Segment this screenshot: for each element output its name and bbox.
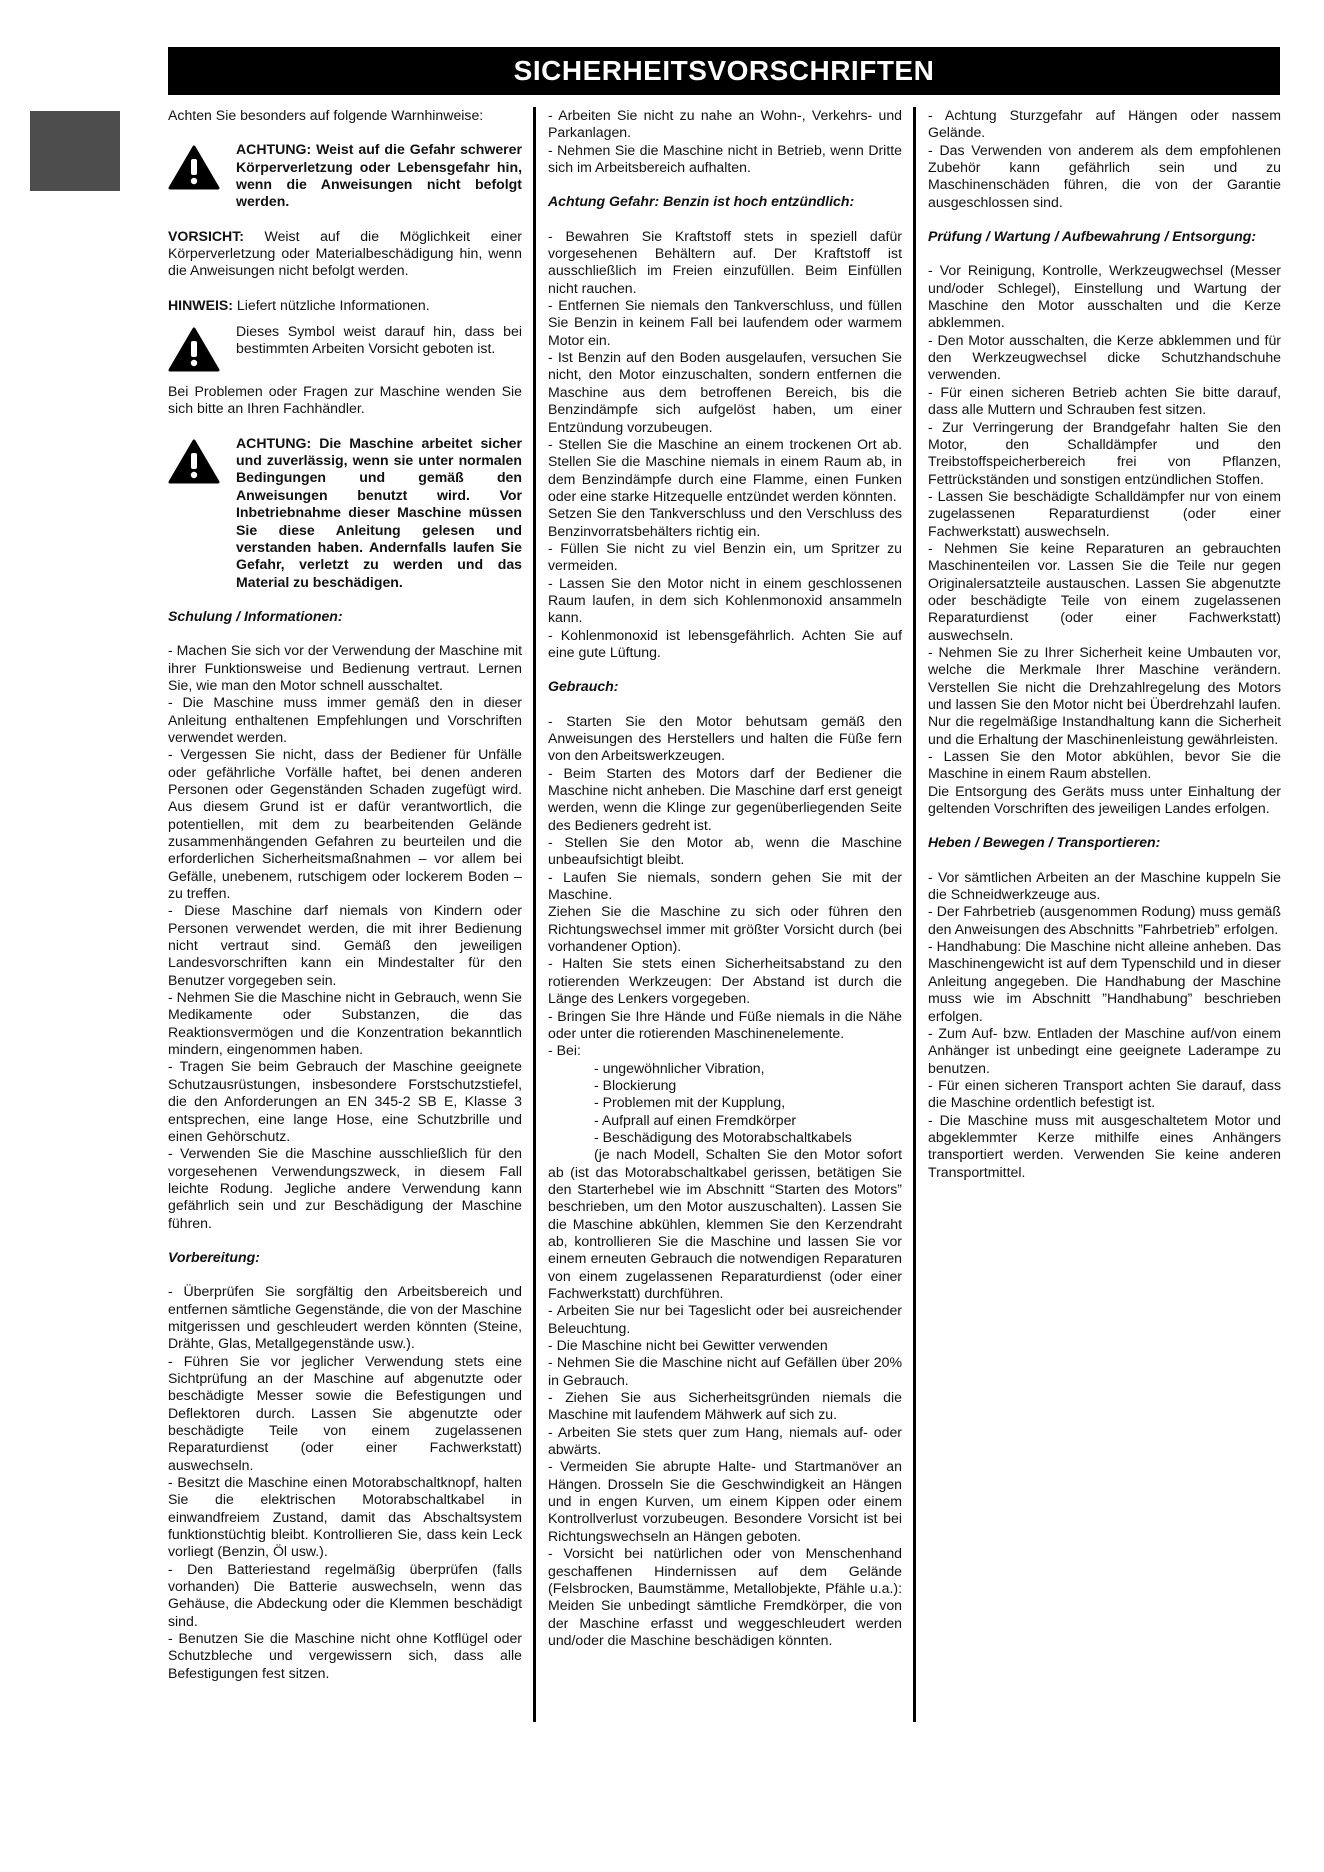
vorsicht-paragraph bbox=[168, 228, 522, 280]
warning-triangle-icon bbox=[168, 439, 220, 485]
list-item: - Der Fahrbetrieb (ausgenommen Rodung) muss gemäß den Anweisungen des Abschnitts ”Fahrbetrieb” erfolgen. bbox=[928, 903, 1281, 937]
list-item: - Ist Benzin auf den Boden ausgelaufen, versuchen Sie nicht, den Motor einzuschalten, sondern entfernen die Maschine aus dem betroffenen Bereich, bis die Benzindämpfe sich aufgelöst haben, um einer Entzündung vorzubeugen. bbox=[548, 349, 902, 435]
list-item: - Beim Starten des Motors darf der Bediener die Maschine nicht anheben. Die Maschine darf erst geneigt werden, wenn die Klinge zur gegenüberliegenden Seite des Bedieners gedreht ist. bbox=[548, 764, 902, 833]
list-item: - Lassen Sie den Motor abkühlen, bevor Sie die Maschine in einem Raum abstellen. bbox=[928, 748, 1281, 782]
list-item: - Arbeiten Sie nicht zu nahe an Wohn-, Verkehrs- und Parkanlagen. bbox=[548, 107, 902, 141]
list-item: - Nehmen Sie die Maschine nicht auf Gefällen über 20% in Gebrauch. bbox=[548, 1354, 902, 1388]
section-heading-heben: Heben / Bewegen / Transportieren: bbox=[928, 834, 1161, 851]
language-tab-marker bbox=[30, 111, 120, 191]
section-heading-benzin: Achtung Gefahr: Benzin ist hoch entzündlich: bbox=[548, 193, 855, 210]
warning-text-achtung: ACHTUNG: Weist auf die Gefahr schwerer Körperverletzung oder Lebensgefahr hin, wenn die Anweisungen nicht befolgt werden. bbox=[236, 141, 522, 210]
list-item: - Achtung Sturzgefahr auf Hängen oder nassem Gelände. bbox=[928, 107, 1281, 141]
column-3 bbox=[928, 107, 1281, 1181]
list-item: - Machen Sie sich vor der Verwendung der Maschine mit ihrer Funktionsweise und Bedienung vertraut. Lernen Sie, wie man den Motor schnell ausschaltet. bbox=[168, 642, 522, 693]
list-item: - Für einen sicheren Transport achten Sie darauf, dass die Maschine ordentlich befestigt ist. bbox=[928, 1076, 1281, 1111]
list-item: - Diese Maschine darf niemals von Kindern oder Personen verwendet werden, die mit ihrer Bedienung nicht vertraut sind. Gemäß den jeweiligen Landesvorschriften kann ein Mindestalter für den Benutzer vorgegeben sein. bbox=[168, 902, 522, 988]
vorsicht-text: Weist auf die Möglichkeit einer Körperverletzung oder Materialbeschädigung hin, wenn die Anweisungen nicht befolgt werden. bbox=[168, 227, 522, 279]
list-item: - Den Motor ausschalten, die Kerze abklemmen und für den Werkzeugwechsel dicke Schutzhandschuhe verwenden. bbox=[928, 331, 1281, 383]
list-item: - Zum Auf- bzw. Entladen der Maschine auf/von einem Anhänger ist unbedingt eine geeignete Laderampe zu benutzen. bbox=[928, 1024, 1281, 1076]
list-item: - Benutzen Sie die Maschine nicht ohne Kotflügel oder Schutzbleche und vergewissern sich, dass alle Befestigungen fest sitzen. bbox=[168, 1630, 522, 1681]
warning-triangle-icon bbox=[168, 327, 220, 373]
page-title: SICHERHEITSVORSCHRIFTEN bbox=[513, 55, 935, 86]
list-item: - Vorsicht bei natürlichen oder von Menschenhand geschaffenen Hindernissen auf dem Gelände (Felsbrocken, Baumstämme, Metallobjekte, Pfähle u.a.): Meiden Sie unbedingt sämtliche Fremdkörper, die von der Maschine erfasst und weggeschleudert werden und/oder die Maschine beschädigen könnten. bbox=[548, 1545, 902, 1648]
list-item: - Entfernen Sie niemals den Tankverschluss, und füllen Sie Benzin in keinem Fall bei laufendem oder warmem Motor ein. bbox=[548, 297, 902, 348]
list-item: - Den Batteriestand regelmäßig überprüfen (falls vorhanden) Die Batterie auswechseln, wenn das Gehäuse, die Abdeckung oder die Klemmen beschädigt sind. bbox=[168, 1560, 522, 1629]
section-heading-pruefung: Prüfung / Wartung / Aufbewahrung / Entsorgung: bbox=[928, 228, 1257, 245]
list-item: (je nach Modell, Schalten Sie den Motor sofort ab (ist das Motorabschaltkabel gerissen, betätigen Sie den Starterhebel wie im Abschnitt “Starten des Motors” beschrieben, um den Motor auszuschalten). Lassen Sie die Maschine abkühlen, klemmen Sie den Kerzendraht ab, kontrollieren Sie die Maschine und lassen Sie vor einem erneuten Gebrauch die notwendigen Reparaturen von einem zugelassenen Reparaturdienst (oder einer Fachwerkstatt) durchführen. bbox=[548, 1146, 902, 1301]
list-item: - Vor Reinigung, Kontrolle, Werkzeugwechsel (Messer und/oder Schlegel), Einstellung und Wartung der Maschine den Motor ausschalten und die Kerze abklemmen. bbox=[928, 262, 1281, 331]
column-divider bbox=[533, 107, 536, 1722]
list-item: - Nehmen Sie die Maschine nicht in Gebrauch, wenn Sie Medikamente oder Substanzen, die das Reaktionsvermögen und die Konzentration bekanntlich mindern, eingenommen haben. bbox=[168, 989, 522, 1058]
column-divider bbox=[913, 107, 916, 1722]
list-item: - Arbeiten Sie stets quer zum Hang, niemals auf- oder abwärts. bbox=[548, 1423, 902, 1458]
list-item: - Bewahren Sie Kraftstoff stets in speziell dafür vorgesehenen Behältern auf. Der Kraftstoff ist ausschließlich im Freien einzufüllen. Beim Einfüllen nicht rauchen. bbox=[548, 227, 902, 296]
hinweis-label: HINWEIS: bbox=[168, 296, 233, 313]
section-heading-schulung: Schulung / Informationen: bbox=[168, 607, 343, 624]
list-item: - Stellen Sie die Maschine an einem trockenen Ort ab. Stellen Sie die Maschine niemals in einem Raum ab, in dem Benzindämpfe durch eine Flamme, einen Funken oder eine starke Hitzequelle entzündet werden könnten. bbox=[548, 435, 902, 504]
list-item: - Füllen Sie nicht zu viel Benzin ein, um Spritzer zu vermeiden. bbox=[548, 539, 902, 574]
list-item: - Handhabung: Die Maschine nicht alleine anheben. Das Maschinengewicht ist auf dem Typenschild und in dieser Anleitung angegeben. Die Handhabung der Maschine muss wie im Abschnitt ”Handhabung” beschrieben erfolgen. bbox=[928, 938, 1281, 1024]
list-item: - Nehmen Sie keine Reparaturen an gebrauchten Maschinenteilen vor. Lassen Sie die Teile nur gegen Originalersatzteile austauschen. Lassen Sie abgenutzte oder beschädigte Teile von einem zugelassenen Reparaturdienst (oder einer Fachwerkstatt) auswechseln. bbox=[928, 539, 1281, 643]
list-item: - Nehmen Sie die Maschine nicht in Betrieb, wenn Dritte sich im Arbeitsbereich aufhalten. bbox=[548, 141, 902, 176]
list-item: - Die Maschine muss mit ausgeschaltetem Motor und abgeklemmter Kerze mithilfe eines Anhängers transportiert werden. Verwenden Sie keine anderen Transportmittel. bbox=[928, 1111, 1281, 1180]
warning-block-operation bbox=[168, 435, 522, 591]
sub-list-item: - ungewöhnlicher Vibration, bbox=[594, 1059, 765, 1076]
vorsicht-label: VORSICHT: bbox=[168, 227, 244, 244]
list-item: - Die Maschine nicht bei Gewitter verwenden bbox=[548, 1337, 828, 1354]
list-item: - Zur Verringerung der Brandgefahr halten Sie den Motor, den Schalldämpfer und den Treibstoffspeicherbereich frei von Pflanzen, Fettrückständen und sonstigen entzündlichen Stoffen. bbox=[928, 418, 1281, 487]
list-item: - Vor sämtlichen Arbeiten an der Maschine kuppeln Sie die Schneidwerkzeuge aus. bbox=[928, 868, 1281, 903]
list-item: - Bei: bbox=[548, 1042, 581, 1059]
sub-list-item: - Beschädigung des Motorabschaltkabels bbox=[594, 1128, 852, 1145]
warning-text-symbol: Dieses Symbol weist darauf hin, dass bei bestimmten Arbeiten Vorsicht geboten ist. bbox=[236, 323, 522, 357]
column-1 bbox=[168, 107, 522, 1682]
list-item: - Vermeiden Sie abrupte Halte- und Startmanöver an Hängen. Drosseln Sie die Geschwindigkeit an Hängen und in engen Kurven, um einem Kippen oder einem Kontrollverlust vorzubeugen. Besondere Vorsicht ist bei Richtungswechseln an Hängen geboten. bbox=[548, 1458, 902, 1544]
list-item: - Führen Sie vor jeglicher Verwendung stets eine Sichtprüfung an der Maschine auf abgenutzte oder beschädigte Messer sowie die Befestigungen und Deflektoren durch. Lassen Sie abgenutzte oder beschädigte Teile von einem zugelassenen Reparaturdienst (oder einer Fachwerkstatt) auswechseln. bbox=[168, 1352, 522, 1473]
warning-block-danger bbox=[168, 141, 522, 210]
list-item: - Halten Sie stets einen Sicherheitsabstand zu den rotierenden Werkzeugen: Der Abstand ist durch die Länge des Lenkers vorgegeben. bbox=[548, 955, 902, 1007]
list-item: - Stellen Sie den Motor ab, wenn die Maschine unbeaufsichtigt bleibt. bbox=[548, 834, 902, 868]
sub-list-item: - Blockierung bbox=[594, 1076, 677, 1093]
list-item: - Die Maschine muss immer gemäß den in dieser Anleitung enthaltenen Empfehlungen und Vorschriften verwendet werden. bbox=[168, 694, 522, 745]
list-item: - Verwenden Sie die Maschine ausschließlich für den vorgesehenen Verwendungszweck, in diesem Fall leichte Rodung. Jegliche andere Verwendung kann gefährlich sein und zur Beschädigung der Maschine führen. bbox=[168, 1145, 522, 1231]
warning-block-caution bbox=[168, 323, 522, 373]
list-item: - Nehmen Sie zu Ihrer Sicherheit keine Umbauten vor, welche die Merkmale Ihrer Maschine verändern. Verstellen Sie nicht die Drehzahlregelung des Motors und lassen Sie den Motor nicht bei Überdrehzahl laufen. Nur die regelmäßige Instandhaltung kann die Sicherheit und die Erhaltung der Maschinenleistung gewährleisten. bbox=[928, 643, 1281, 747]
list-item: - Laufen Sie niemals, sondern gehen Sie mit der Maschine. bbox=[548, 868, 902, 903]
hinweis-paragraph bbox=[168, 297, 522, 314]
list-item: - Arbeiten Sie nur bei Tageslicht oder bei ausreichender Beleuchtung. bbox=[548, 1302, 902, 1336]
list-item: Ziehen Sie die Maschine zu sich oder führen den Richtungswechsel immer mit größter Vorsicht durch (bei vorhandener Option). bbox=[548, 903, 902, 955]
list-item: Setzen Sie den Tankverschluss und den Verschluss des Benzinvorratsbehälters richtig ein. bbox=[548, 505, 902, 539]
list-item: - Lassen Sie den Motor nicht in einem geschlossenen Raum laufen, in dem sich Kohlenmonoxid ansammeln kann. bbox=[548, 574, 902, 626]
hinweis-text: Liefert nützliche Informationen. bbox=[232, 296, 430, 313]
list-item: - Kohlenmonoxid ist lebensgefährlich. Achten Sie auf eine gute Lüftung. bbox=[548, 626, 902, 660]
list-item: - Ziehen Sie aus Sicherheitsgründen niemals die Maschine mit laufendem Mähwerk auf sich zu. bbox=[548, 1389, 902, 1423]
list-item: - Starten Sie den Motor behutsam gemäß den Anweisungen des Herstellers und halten die Füße fern von den Arbeitswerkzeugen. bbox=[548, 712, 902, 764]
warning-triangle-icon bbox=[168, 145, 220, 191]
list-item: - Das Verwenden von anderem als dem empfohlenen Zubehör kann gefährlich sein und zu Maschinenschäden führen, die von der Garantie ausgeschlossen sind. bbox=[928, 141, 1281, 210]
list-item: - Bringen Sie Ihre Hände und Füße niemals in die Nähe oder unter die rotierenden Maschinenelemente. bbox=[548, 1007, 902, 1041]
section-heading-gebrauch: Gebrauch: bbox=[548, 678, 619, 695]
list-item: - Besitzt die Maschine einen Motorabschaltknopf, halten Sie die elektrischen Motorabschaltkabel in einwandfreiem Zustand, damit das Abschaltsystem funktionstüchtig bleibt. Kontrollieren Sie, dass kein Leck vorliegt (Benzin, Öl usw.). bbox=[168, 1474, 522, 1560]
list-item: - Tragen Sie beim Gebrauch der Maschine geeignete Schutzausrüstungen, insbesondere Forstschutzstiefel, die den Anforderungen an EN 345-2 SB E, Klasse 3 entsprechen, eine lange Hose, eine Schutzbrille und einen Gehörschutz. bbox=[168, 1058, 522, 1144]
column-2 bbox=[548, 107, 902, 1649]
page-title-bar bbox=[168, 47, 1280, 95]
list-item: - Für einen sicheren Betrieb achten Sie bitte darauf, dass alle Muttern und Schrauben fest sitzen. bbox=[928, 383, 1281, 418]
intro-text: Achten Sie besonders auf folgende Warnhinweise: bbox=[168, 107, 484, 123]
list-item: - Überprüfen Sie sorgfältig den Arbeitsbereich und entfernen sämtliche Gegenstände, die von der Maschine mitgerissen und geschleudert werden könnten (Steine, Drähte, Glas, Metallgegenstände usw.). bbox=[168, 1283, 522, 1352]
sub-list-item: - Aufprall auf einen Fremdkörper bbox=[594, 1111, 797, 1128]
sub-list-item: - Problemen mit der Kupplung, bbox=[594, 1094, 786, 1111]
list-item: - Lassen Sie beschädigte Schalldämpfer nur von einem zugelassenen Reparaturdienst (oder einer Fachwerkstatt) auswechseln. bbox=[928, 487, 1281, 539]
problems-paragraph: Bei Problemen oder Fragen zur Maschine wenden Sie sich bitte an Ihren Fachhändler. bbox=[168, 383, 522, 417]
section-heading-vorbereitung: Vorbereitung: bbox=[168, 1248, 260, 1265]
warning-text-operation: ACHTUNG: Die Maschine arbeitet sicher und zuverlässig, wenn sie unter normalen Bedingungen und gemäß den Anweisungen benutzt wird. Vor Inbetriebnahme dieser Maschine müssen Sie diese Anleitung gelesen und verstanden haben. Andernfalls laufen Sie Gefahr, verletzt zu werden und das Material zu beschädigen. bbox=[236, 434, 522, 590]
list-item: Die Entsorgung des Geräts muss unter Einhaltung der geltenden Vorschriften des jeweiligen Landes erfolgen. bbox=[928, 782, 1281, 817]
list-item: - Vergessen Sie nicht, dass der Bediener für Unfälle oder gefährliche Vorfälle haftet, bei denen anderen Personen oder Gegenständen Schaden zugefügt wird. Aus diesem Grund ist er dafür verantwortlich, die potentiellen, mit dem zu bearbeitenden Gelände zusammenhängenden Gefahren zu beurteilen und die erforderlichen Sicherheitsmaßnahmen – vor allem bei Gefälle, unebenem, rutschigem oder lockerem Boden – zu treffen. bbox=[168, 746, 522, 902]
